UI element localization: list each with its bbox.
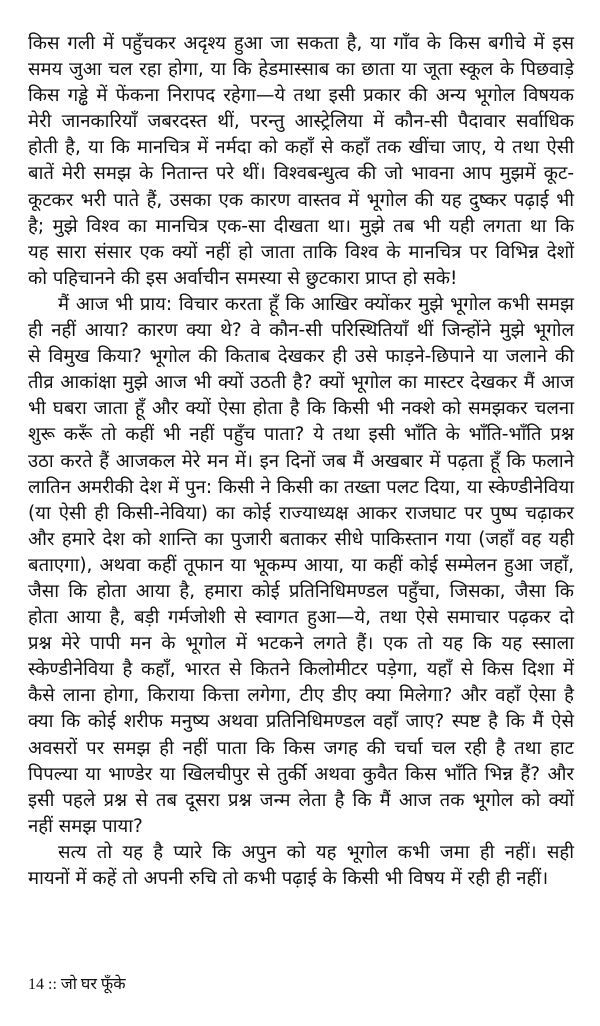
paragraph [28,292,574,840]
text-line: बताएगा), अथवा कहीं तूफान या भूकम्प आया, या कहीं कोई सम्मेलन हुआ जहाँ, [28,554,574,576]
text-line: (या ऐसी ही किसी-नेविया) का कोई राज्याध्यक्ष आकर राजघाट पर पुष्प चढ़ाकर [28,502,574,524]
text-line: मेरी जानकारियाँ जबरदस्त थीं, परन्तु आस्ट्रेलिया में कौन-सी पैदावार सर्वाधिक [28,111,574,133]
text-line: को पहिचानने की इस अर्वाचीन समस्या से छुटकारा प्राप्त हो सके! [28,267,458,289]
text-line: जैसा कि होता आया है, हमारा कोई प्रतिनिधिमण्डल पहुँचा, जिसका, जैसा कि [28,580,574,602]
text-line: स्केण्डीनेविया है कहाँ, भारत से कितने किलोमीटर पड़ेगा, यहाँ से किस दिशा में [28,659,574,681]
text-line: कैसे लाना होगा, किराया कित्ता लगेगा, टीए डीए क्या मिलेगा? और वहाँ ऐसा है [28,685,574,707]
text-line: ही नहीं आया? कारण क्या थे? वे कौन-सी परिस्थितियाँ थीं जिन्होंने मुझे भूगोल [28,320,574,342]
text-line: किस गली में पहुँचकर अदृश्य हुआ जा सकता है, या गाँव के किस बगीचे में इस [28,33,574,54]
paragraph [28,840,574,892]
text-line: किस गड्ढे में फेंकना निरापद रहेगा—ये तथा इसी प्रकार की अन्य भूगोल विषयक [28,85,574,107]
text-line: इसी पहले प्रश्न से तब दूसरा प्रश्न जन्म लेता है कि मैं आज तक भूगोल को क्यों [28,789,574,811]
text-line: होती है, या कि मानचित्र में नर्मदा को कहाँ से कहाँ तक खींचा जाए, ये तथा ऐसी [28,137,574,159]
footer-separator: :: [48,976,57,993]
text-line: भी घबरा जाता हूँ और क्यों ऐसा होता है कि किसी भी नक्शे को समझकर चलना [28,398,574,420]
book-title: जो घर फूँके [60,976,126,993]
text-line: होता आया है, बड़ी गर्मजोशी से स्वागत हुआ—ये, तथा ऐसे समाचार पढ़कर दो [28,607,574,629]
text-line: समय जुआ चल रहा होगा, या कि हेडमास्साब का छाता या जूता स्कूल के पिछवाड़े [28,59,574,81]
text-line: सत्य तो यह है प्यारे कि अपुन को यह भूगोल कभी जमा ही नहीं। सही [58,841,574,863]
text-line: मैं आज भी प्राय: विचार करता हूँ कि आखिर क्योंकर मुझे भूगोल कभी समझ [58,293,574,315]
page-footer [28,972,126,994]
text-line: पिपल्या या भाण्डेर या खिलचीपुर से तुर्की अथवा कुवैत किस भाँति भिन्न हैं? और [28,763,574,785]
text-line: मायनों में कहें तो अपनी रुचि तो कभी पढ़ाई के किसी भी विषय में रही ही नहीं। [28,868,549,889]
text-line: है; मुझे विश्व का मानचित्र एक-सा दीखता था। मुझे तब भी यही लगता था कि [28,215,574,237]
page-number: 14 [28,976,44,993]
text-line: तीव्र आकांक्षा मुझे आज भी क्यों उठती है? क्यों भूगोल का मास्टर देखकर मैं आज [28,372,574,394]
text-line: शुरू करूँ तो कहीं भी नहीं पहुँच पाता? ये तथा इसी भाँति के भाँति-भाँति प्रश्न [28,424,574,446]
text-line: लातिन अमरीकी देश में पुन: किसी ने किसी का तख्ता पलट दिया, या स्केण्डीनेविया [28,476,574,498]
text-line: अवसरों पर समझ ही नहीं पाता कि किस जगह की चर्चा चल रही है तथा हाट [28,737,574,759]
page-body [28,31,574,892]
text-line: से विमुख किया? भूगोल की किताब देखकर ही उसे फाड़ने-छिपाने या जलाने की [28,346,574,368]
paragraph [28,31,574,292]
text-line: क्या कि कोई शरीफ मनुष्य अथवा प्रतिनिधिमण्डल वहाँ जाए? स्पष्ट है कि मैं ऐसे [28,711,574,733]
text-line: और हमारे देश को शान्ति का पुजारी बताकर सीधे पाकिस्तान गया (जहाँ वह यही [28,528,574,550]
text-line: यह सारा संसार एक क्यों नहीं हो जाता ताकि विश्व के मानचित्र पर विभिन्न देशों [28,241,574,263]
text-line: उठा करते हैं आजकल मेरे मन में। इन दिनों जब मैं अखबार में पढ़ता हूँ कि फलाने [28,450,574,472]
text-line: बातें मेरी समझ के नितान्त परे थीं। विश्वबन्धुत्व की जो भावना आप मुझमें कूट- [28,163,574,185]
text-line: नहीं समझ पाया? [28,815,143,837]
text-line: कूटकर भरी पाते हैं, उसका एक कारण वास्तव में भूगोल की यह दुष्कर पढ़ाई भी [28,189,574,211]
text-line: प्रश्न मेरे पापी मन के भूगोल में भटकने लगते हैं। एक तो यह कि यह स्साला [28,633,574,655]
